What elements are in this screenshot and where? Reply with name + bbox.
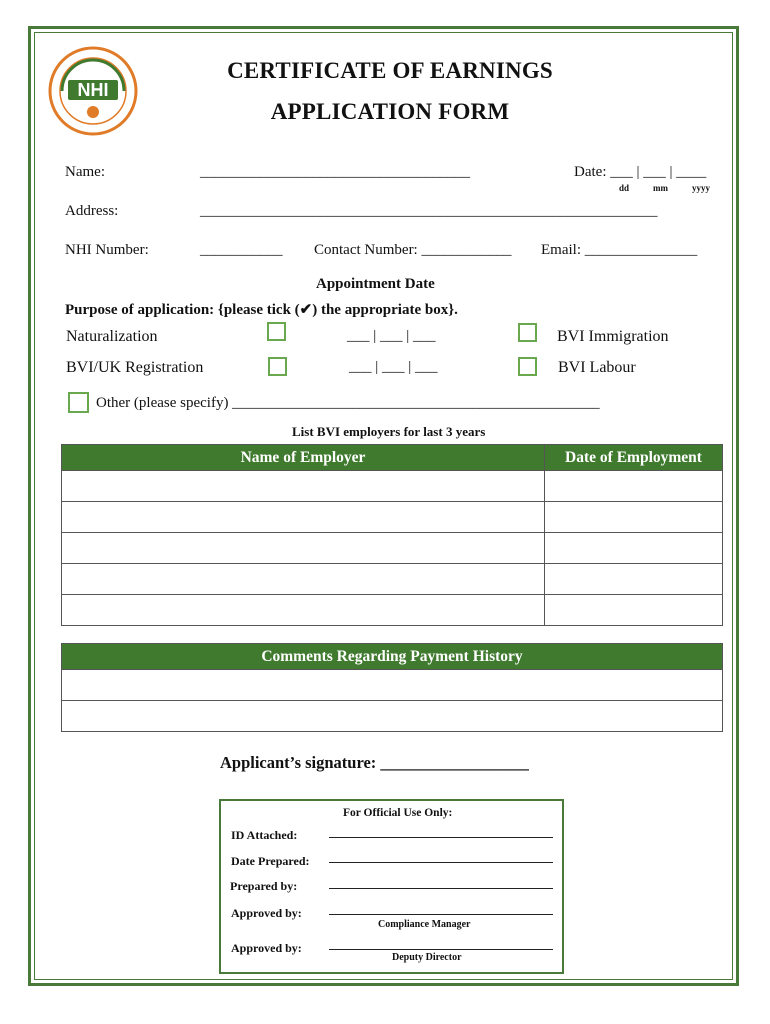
table-row: [62, 670, 723, 701]
official-use-heading: For Official Use Only:: [343, 807, 453, 819]
comments-header: Comments Regarding Payment History: [62, 644, 723, 670]
naturalization-checkbox[interactable]: [267, 322, 286, 341]
table-row: [62, 564, 723, 595]
approved-by-label-1: Approved by:: [231, 906, 302, 920]
naturalization-label: Naturalization: [66, 328, 158, 345]
contact-number-field[interactable]: Contact Number: ____________: [314, 242, 512, 258]
employment-date-header: Date of Employment: [545, 445, 723, 471]
compliance-manager-caption: Compliance Manager: [378, 919, 471, 930]
prepared-by-field[interactable]: [329, 888, 553, 889]
address-field[interactable]: _____________________________________________________________: [200, 203, 658, 219]
employer-name-cell[interactable]: [62, 471, 545, 502]
prepared-by-label: Prepared by:: [230, 879, 298, 893]
comments-cell[interactable]: [62, 670, 723, 701]
approved-by-label-2: Approved by:: [231, 941, 302, 955]
date-prepared-field[interactable]: [329, 862, 553, 863]
bvi-labour-checkbox[interactable]: [518, 357, 537, 376]
employers-caption: List BVI employers for last 3 years: [292, 424, 486, 439]
deputy-director-caption: Deputy Director: [392, 952, 462, 963]
address-label: Address:: [65, 203, 119, 219]
bvi-immigration-checkbox[interactable]: [518, 323, 537, 342]
bvi-immigration-label: BVI Immigration: [557, 328, 669, 345]
date-mm-hint: mm: [653, 183, 668, 193]
bvi-uk-registration-label: BVI/UK Registration: [66, 359, 204, 376]
logo-acronym: NHI: [77, 80, 109, 100]
email-field[interactable]: Email: _______________: [541, 242, 698, 258]
table-row: [62, 595, 723, 626]
id-attached-label: ID Attached:: [231, 828, 298, 842]
employer-name-cell[interactable]: [62, 564, 545, 595]
form-title-line1: CERTIFICATE OF EARNINGS: [227, 58, 553, 83]
approved-by-field-1[interactable]: [329, 914, 553, 915]
nhi-number-label: NHI Number:: [65, 242, 149, 258]
employment-date-cell[interactable]: [545, 471, 723, 502]
appointment-date-label: Appointment Date: [316, 276, 435, 292]
other-specify-field[interactable]: Other (please specify) _________________________________________________: [96, 395, 600, 411]
date-dd-hint: dd: [619, 183, 630, 193]
employer-name-cell[interactable]: [62, 502, 545, 533]
table-row: [62, 471, 723, 502]
employers-table: [61, 444, 723, 626]
employment-date-cell[interactable]: [545, 502, 723, 533]
employment-date-cell[interactable]: [545, 564, 723, 595]
employment-date-cell[interactable]: [545, 533, 723, 564]
other-checkbox[interactable]: [68, 392, 89, 413]
naturalization-appointment-date[interactable]: ___ | ___ | ___: [347, 328, 436, 344]
date-field[interactable]: Date: ___ | ___ | ____: [574, 164, 707, 180]
form-title-line2: APPLICATION FORM: [270, 99, 510, 124]
employment-date-cell[interactable]: [545, 595, 723, 626]
comments-table: [61, 643, 723, 732]
applicant-signature-field[interactable]: Applicant’s signature: __________________: [220, 753, 529, 772]
name-label: Name:: [65, 164, 105, 180]
bvi-uk-registration-checkbox[interactable]: [268, 357, 287, 376]
bvi-labour-label: BVI Labour: [558, 359, 636, 376]
bvi-uk-appointment-date[interactable]: ___ | ___ | ___: [349, 359, 438, 375]
nhi-number-field[interactable]: ___________: [200, 242, 283, 258]
purpose-heading: Purpose of application: {please tick (✔) the appropriate box}.: [65, 302, 458, 318]
table-row: [62, 502, 723, 533]
id-attached-field[interactable]: [329, 837, 553, 838]
date-yyyy-hint: yyyy: [692, 183, 710, 193]
approved-by-field-2[interactable]: [329, 949, 553, 950]
table-row: [62, 701, 723, 732]
table-row: [62, 533, 723, 564]
official-use-box: [219, 799, 564, 974]
name-field[interactable]: ____________________________________: [200, 164, 470, 180]
employer-name-cell[interactable]: [62, 533, 545, 564]
date-prepared-label: Date Prepared:: [231, 854, 310, 868]
employer-name-header: Name of Employer: [62, 445, 545, 471]
comments-cell[interactable]: [62, 701, 723, 732]
employer-name-cell[interactable]: [62, 595, 545, 626]
